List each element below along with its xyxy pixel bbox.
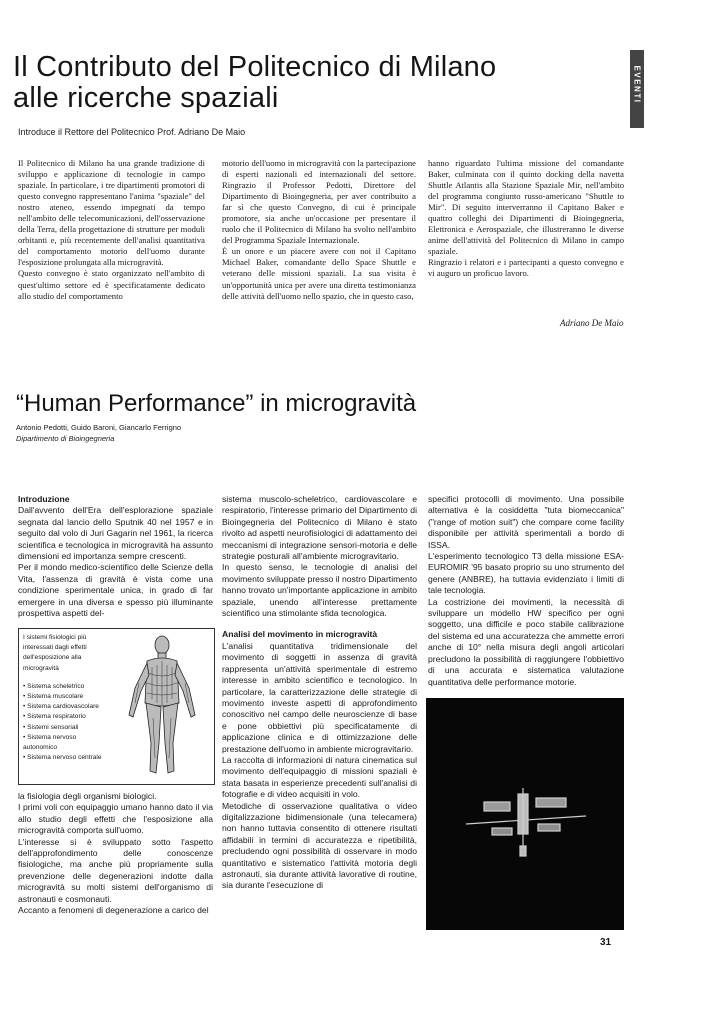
paragraph: I primi voli con equipaggio umano hanno dato il via allo studio degli effetti che l'esposizione alla microgravità comporta sull'uomo. xyxy=(18,802,213,836)
paragraph: sistema muscolo-scheletrico, cardiovascolare e respiratorio, l'interesse primario del Dipartimento di Bioingegneria del Politecnico di Milano è stato rivolto ad aspetti neurofisiologici di adattamento dei meccanismi di integrazione sensori-motoria e delle strategie posturali all'ambiente microgravitario. xyxy=(222,494,417,562)
section-heading: Analisi del movimento in microgravità xyxy=(222,629,378,640)
paragraph: Ringrazio i relatori e i partecipanti a questo convegno e vi auguro un proficuo lavoro. xyxy=(428,257,624,279)
box-item: • Sistema scheletrico xyxy=(23,682,85,690)
box-text xyxy=(23,633,111,763)
physiology-sidebar-box xyxy=(18,628,215,785)
authors: Antonio Pedotti, Guido Baroni, Giancarlo Ferrigno xyxy=(16,423,182,432)
paragraph: Per il mondo medico-scientifico delle Scienze della Vita, l'assenza di gravità è vista come una condizione sperimentale unica, in grado di far emergere in una diversa e spesso più illuminante prospettiva aspetti del- xyxy=(18,562,213,619)
box-item: • Sistemi sensoriali xyxy=(23,723,79,731)
intro-column-3 xyxy=(428,158,624,280)
paragraph: motorio dell'uomo in microgravità con la partecipazione di esperti nazionali ed internazionali del settore. Ringrazio il Professor Pedotti, Direttore del Dipartimento di Bioingegneria, per aver contribuito a far sì che questo Convegno, di cui è principale promotore, sia anche un'occasione per presentare il ruolo che il Politecnico di Milano ha svolto nell'ambito del Programma Spaziale Internazionale. xyxy=(222,158,416,246)
paragraph: Metodiche di osservazione qualitativa o video digitalizzazione bidimensionale (una telecamera) non hanno tuttavia consentito di ottenere risultati affidabili in termini di accuratezza e ripetibilità, precludendo ogni possibilità di osservare in modo quantitativo e sistematico l'attività motoria degli astronauti, sia durante attività lavorative di routine, sia durante l'esecuzione di xyxy=(222,800,417,891)
box-heading: I sistemi fisiologici più interessati dagli effetti dell'esposizione alla microgravità xyxy=(23,634,87,672)
paragraph: Il Politecnico di Milano ha una grande tradizione di sviluppo e applicazione di tecnologie in campo spaziale. In particolare, i tre dipartimenti promotori di questo convegno rappresentano l'anima "spaziale" del nostro ateneo, essendo impegnati da tempo nell'ambito delle telecomunicazioni, dell'osservazione della Terra, della progettazione di strutture per moduli orbitanti e, più recentemente dell'analisi quantitativa del comportamento motorio dell'uomo durante l'esposizione prolungata alla microgravità. xyxy=(18,158,205,268)
box-item: • Sistema nervoso autonomico xyxy=(23,733,77,752)
paragraph: L'interesse si è sviluppato sotto l'aspetto dell'approfondimento delle conoscenze fisiologiche, ma anche più propriamente sulla prevenzione delle degenerazioni indotte dalla microgravità su molti sistemi dell'organismo di astronauti e cosmonauti. xyxy=(18,836,213,904)
article-2-column-3 xyxy=(428,494,624,688)
section-tab-label: EVENTI xyxy=(632,65,642,104)
paragraph: La costrizione dei movimenti, la necessità di sviluppare un modello HW specifico per ogni soggetto, una difficile e poco stabile calibrazione del sistema ed una accuratezza che ammette errori anche di 10° nella misura degli angoli articolari precludono la possibilità di raggiungere l'obbiettivo di una accurata e sistematica valutazione quantitativa delle performance motorie. xyxy=(428,596,624,687)
article-2-title: “Human Performance” in microgravità xyxy=(16,390,417,417)
article-subtitle: Introduce il Rettore del Politecnico Prof. Adriano De Maio xyxy=(18,127,246,137)
paragraph: L'analisi quantitativa tridimensionale del movimento di soggetti in assenza di gravità rappresenta un'attività sperimentale di estremo interesse in ambito scientifico e tecnologico. In particolare, la caratterizzazione delle strategie di movimento investe aspetti di approfondimento conoscitivo nel campo delle neuroscienze di base e pone obbiettivi più specificatamente di applicazione clinica e di ottimizzazione delle prestazione dell'uomo in ambiente microgravitario. xyxy=(222,640,417,754)
paragraph: La raccolta di informazioni di natura cinematica sul movimento dell'equipaggio di missioni spaziali è stata basata in esperienze precedenti sull'analisi di fotografie e di video acquisiti in volo. xyxy=(222,754,417,800)
paragraph: È un onore e un piacere avere con noi il Capitano Michael Baker, comandante dello Space Shuttle e veterano delle missioni spaziali. La sua visita è un'opportunità unica per avere una diretta testimonianza delle attività dell'uomo nello spazio, che in questo caso, xyxy=(222,246,416,301)
intro-column-2 xyxy=(222,158,416,302)
title-line-2: alle ricerche spaziali xyxy=(13,82,279,114)
section-heading: Introduzione xyxy=(18,494,70,504)
paragraph: Questo convegno è stato organizzato nell'ambito di quest'ultimo settore ed è specificatamente dedicato allo studio del comportamento xyxy=(18,268,205,301)
space-station-photo xyxy=(426,698,624,930)
paragraph: In questo senso, le tecnologie di analisi del movimento sviluppate presso il nostro Dipartimento hanno trovato un'importante applicazione in ambito spaziale, unendo all'interesse prettamente scientifico una stimolante sfida tecnologica. xyxy=(222,562,417,619)
paragraph: Dall'avvento dell'Era dell'esplorazione spaziale segnata dal lancio dello Sputnik 40 nel 1957 e in seguito dal volo di Juri Gagarin nel 1961, la ricerca scientifica e tecnologica in microgravità ha assunto dimensioni ed importanza sempre crescenti. xyxy=(18,505,213,562)
page-number: 31 xyxy=(600,937,612,948)
article-title xyxy=(13,52,593,114)
article-2-column-1 xyxy=(18,494,213,619)
paragraph: specifici protocolli di movimento. Una possibile alternativa è la cosiddetta "tuta biomeccanica" ("range of motion suit") che compare come facility disponibile per attività sperimentali a bordo di ISSA. xyxy=(428,494,624,550)
article-2-column-2 xyxy=(222,494,417,892)
paragraph: la fisiologia degli organismi biologici. xyxy=(18,791,157,801)
intro-column-1 xyxy=(18,158,205,302)
paragraph: Accanto a fenomeni di degenerazione a carico del xyxy=(18,905,209,916)
article-2-column-1-continued xyxy=(18,791,213,916)
box-item: • Sistema cardiovascolare xyxy=(23,703,99,711)
paragraph: L'esperimento tecnologico T3 della missione ESA-EUROMIR '95 basato proprio su uno strumento del genere (ANBRE), ha tuttavia evidenziato i limiti di tale tecnologia. xyxy=(428,551,624,596)
paragraph: hanno riguardato l'ultima missione del comandante Baker, culminata con il quinto docking della navetta Shuttle Atlantis alla Stazione Spaziale Mir, nell'ambito del programma congiunto russo-americano "Shuttle to Mir". Di seguito interverranno il Capitano Baker e quattro colleghi dei Dipartimenti di Bioingegneria, Elettronica e Aerospaziale, che illustreranno le diverse anime dell'attività del Politecnico di Milano in campo spaziale. xyxy=(428,158,624,257)
box-item: • Sistema respiratorio xyxy=(23,713,86,721)
title-line-1: Il Contributo del Politecnico di Milano xyxy=(13,51,497,83)
anatomy-figure-illustration xyxy=(115,633,210,779)
box-item: • Sistema muscolare xyxy=(23,693,84,701)
space-station-image xyxy=(426,698,624,930)
department: Dipartimento di Bioingegneria xyxy=(16,434,115,443)
box-item: • Sistema nervoso centrale xyxy=(23,754,102,762)
signature: Adriano De Maio xyxy=(560,318,624,328)
section-tab xyxy=(630,50,644,128)
